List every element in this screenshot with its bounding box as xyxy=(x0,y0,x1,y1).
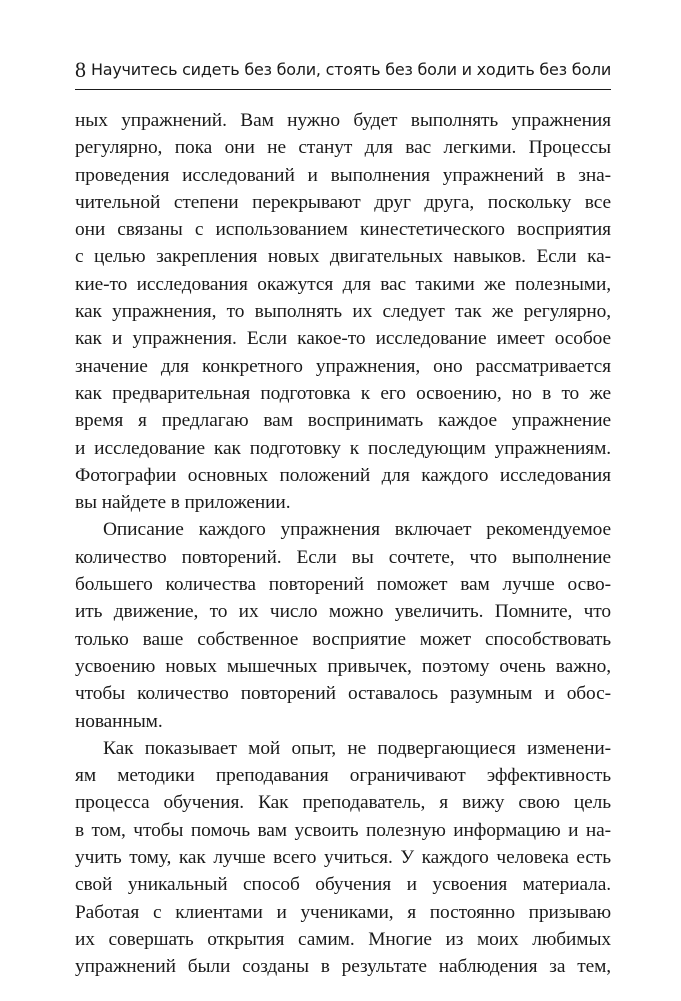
page-number: 8 xyxy=(75,57,86,82)
text-line: чтобы количество повторений оставалось разумным и обос- xyxy=(75,683,611,705)
text-line: усвоению новых мышечных привычек, поэтому очень важно, xyxy=(75,655,611,677)
text-line: как предварительная подготовка к его освоению, но в то же xyxy=(75,382,611,404)
text-line: время я предлагаю вам воспринимать каждое упражнение xyxy=(75,410,611,432)
text-line: как и упражнения. Если какое-то исследование имеет особое xyxy=(75,328,611,350)
text-line: ям методики преподавания ограничивают эффективность xyxy=(75,765,611,787)
text-line: учить тому, как лучше всего учиться. У каждого человека есть xyxy=(75,847,611,869)
text-line: проведения исследований и выполнения упражнений в зна- xyxy=(75,164,611,186)
text-line: Как показывает мой опыт, не подвергающиеся изменени- xyxy=(103,737,611,759)
text-line: свой уникальный способ обучения и усвоения материала. xyxy=(75,874,611,896)
running-head xyxy=(75,57,611,87)
text-line: упражнений были созданы в результате наблюдения за тем, xyxy=(75,956,611,978)
text-line: вы найдете в приложении. xyxy=(75,492,291,514)
text-line: ных упражнений. Вам нужно будет выполнять упражнения xyxy=(75,110,611,131)
text-line: нованным. xyxy=(75,710,163,732)
text-line: и исследование как подготовку к последующим упражнениям. xyxy=(75,437,611,459)
text-line: регулярно, пока они не станут для вас легкими. Процессы xyxy=(75,137,611,159)
text-line: Работая с клиентами и учениками, я постоянно призываю xyxy=(75,901,611,923)
text-line: значение для конкретного упражнения, оно рассматривается xyxy=(75,355,611,377)
text-line: Описание каждого упражнения включает рекомендуемое xyxy=(103,519,611,541)
text-line: только ваше собственное восприятие может способствовать xyxy=(75,628,611,650)
text-line: как упражнения, то выполнять их следует так же регулярно, xyxy=(75,301,611,323)
running-title: Научитесь сидеть без боли, стоять без боли и ходить без боли xyxy=(91,60,611,79)
text-line: они связаны с использованием кинестетического восприятия xyxy=(75,219,611,241)
text-line: Фотографии основных положений для каждого исследования xyxy=(75,464,611,486)
text-line: большего количества повторений поможет вам лучше осво- xyxy=(75,574,611,596)
text-line: чительной степени перекрывают друг друга, поскольку все xyxy=(75,191,611,213)
body-text xyxy=(75,107,611,981)
header-rule xyxy=(75,89,611,90)
text-line: с целью закрепления новых двигательных навыков. Если ка- xyxy=(75,246,611,268)
text-line: процесса обучения. Как преподаватель, я вижу свою цель xyxy=(75,792,611,814)
text-line: ить движение, то их число можно увеличить. Помните, что xyxy=(75,601,611,623)
text-line: их совершать открытия самим. Многие из моих любимых xyxy=(75,928,611,950)
text-line: кие-то исследования окажутся для вас такими же полезными, xyxy=(75,273,611,295)
text-line: в том, чтобы помочь вам усвоить полезную информацию и на- xyxy=(75,819,611,841)
text-line: количество повторений. Если вы сочтете, что выполнение xyxy=(75,546,611,568)
